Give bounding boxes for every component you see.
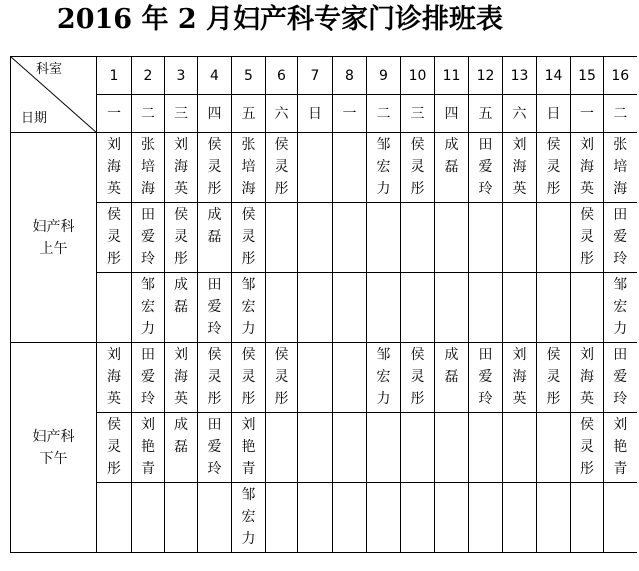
doctor-cell (571, 483, 604, 553)
doctor-cell (435, 343, 469, 413)
doctor-cell (537, 343, 571, 413)
date-cell: 1 (97, 57, 132, 95)
doctor-cell (198, 133, 232, 203)
doctor-cell (97, 133, 132, 203)
doctor-cell (604, 413, 637, 483)
doctor-name: 田爱玲 (141, 207, 155, 267)
date-cell: 10 (401, 57, 435, 95)
session-label (11, 133, 97, 343)
doctor-name: 刘艳青 (141, 417, 155, 477)
doctor-cell (198, 273, 232, 343)
doctor-cell (198, 203, 232, 273)
doctor-name: 田爱玲 (613, 207, 628, 267)
session-label-line: 妇产科 (32, 218, 75, 235)
doctor-cell (232, 483, 266, 553)
doctor-cell (232, 273, 266, 343)
doctor-name: 邹宏力 (376, 137, 391, 197)
session-label-line: 下午 (39, 450, 68, 467)
date-cell: 2 (132, 57, 165, 95)
date-cell: 6 (266, 57, 298, 95)
doctor-cell (97, 483, 132, 553)
doctor-name: 刘海英 (174, 347, 188, 407)
doctor-name: 侯灵彤 (174, 207, 188, 267)
doctor-cell (266, 203, 298, 273)
doctor-name: 侯灵彤 (410, 137, 425, 197)
doctor-name: 田爱玲 (141, 347, 155, 407)
doctor-name: 邹宏力 (613, 277, 628, 337)
doctor-cell (604, 343, 637, 413)
doctor-cell (266, 483, 298, 553)
schedule-row (11, 203, 637, 273)
date-label: 日期 (21, 111, 48, 126)
doctor-cell (401, 273, 435, 343)
doctor-cell (333, 273, 367, 343)
weekday-cell: 三 (401, 95, 435, 133)
doctor-name: 刘海英 (512, 347, 527, 407)
weekday-cell: 五 (469, 95, 503, 133)
doctor-cell (132, 203, 165, 273)
weekday-cell: 二 (604, 95, 637, 133)
doctor-name: 成磊 (174, 277, 188, 315)
doctor-cell (537, 483, 571, 553)
doctor-cell (165, 413, 198, 483)
doctor-cell (367, 273, 401, 343)
doctor-name: 侯灵彤 (274, 137, 289, 197)
doctor-cell (132, 343, 165, 413)
doctor-cell (333, 133, 367, 203)
doctor-cell (165, 483, 198, 553)
doctor-cell (604, 273, 637, 343)
doctor-cell (97, 413, 132, 483)
session-label (11, 343, 97, 553)
doctor-cell (469, 413, 503, 483)
doctor-cell (537, 273, 571, 343)
doctor-cell (367, 483, 401, 553)
doctor-cell (333, 413, 367, 483)
schedule-row (11, 413, 637, 483)
doctor-name: 刘海英 (107, 137, 121, 197)
weekday-cell: 二 (367, 95, 401, 133)
doctor-name: 邹宏力 (241, 277, 256, 337)
date-cell: 9 (367, 57, 401, 95)
doctor-name: 侯灵彤 (241, 347, 256, 407)
doctor-name: 刘海英 (107, 347, 121, 407)
weekday-cell: 四 (435, 95, 469, 133)
doctor-cell (604, 203, 637, 273)
doctor-cell (266, 343, 298, 413)
schedule-row (11, 483, 637, 553)
doctor-cell (132, 133, 165, 203)
doctor-name: 刘海英 (580, 347, 594, 407)
doctor-cell (435, 273, 469, 343)
doctor-cell (537, 203, 571, 273)
doctor-name: 侯灵彤 (546, 137, 561, 197)
doctor-cell (232, 413, 266, 483)
doctor-cell (435, 203, 469, 273)
doctor-cell (232, 203, 266, 273)
doctor-name: 侯灵彤 (107, 207, 121, 267)
doctor-cell (571, 133, 604, 203)
doctor-cell (333, 483, 367, 553)
weekday-cell: 日 (298, 95, 333, 133)
doctor-cell (232, 343, 266, 413)
weekday-cell: 六 (503, 95, 537, 133)
doctor-cell (132, 273, 165, 343)
schedule-row (11, 273, 637, 343)
doctor-cell (401, 343, 435, 413)
doctor-cell (537, 413, 571, 483)
doctor-name: 田爱玲 (613, 347, 628, 407)
doctor-name: 邹宏力 (141, 277, 155, 337)
doctor-cell (298, 203, 333, 273)
doctor-cell (469, 133, 503, 203)
date-cell: 14 (537, 57, 571, 95)
doctor-cell (367, 343, 401, 413)
doctor-name: 侯灵彤 (207, 137, 222, 197)
weekday-cell: 三 (165, 95, 198, 133)
doctor-cell (537, 133, 571, 203)
doctor-name: 邹宏力 (241, 487, 256, 547)
doctor-cell (333, 203, 367, 273)
date-cell: 8 (333, 57, 367, 95)
doctor-name: 刘海英 (512, 137, 527, 197)
doctor-name: 田爱玲 (478, 137, 493, 197)
doctor-cell (97, 273, 132, 343)
doctor-cell (298, 483, 333, 553)
doctor-cell (503, 133, 537, 203)
date-cell: 5 (232, 57, 266, 95)
date-cell: 12 (469, 57, 503, 95)
doctor-name: 邹宏力 (376, 347, 391, 407)
doctor-cell (198, 483, 232, 553)
doctor-cell (469, 273, 503, 343)
schedule-table (10, 56, 637, 553)
doctor-cell (503, 413, 537, 483)
doctor-name: 侯灵彤 (580, 207, 594, 267)
doctor-name: 刘艳青 (241, 417, 256, 477)
doctor-name: 刘艳青 (613, 417, 628, 477)
weekday-cell: 一 (333, 95, 367, 133)
doctor-cell (367, 203, 401, 273)
doctor-name: 成磊 (174, 417, 188, 455)
doctor-cell (571, 203, 604, 273)
doctor-cell (132, 413, 165, 483)
header-diagonal-cell (11, 57, 97, 133)
doctor-name: 张培海 (141, 137, 155, 197)
doctor-cell (469, 483, 503, 553)
doctor-name: 侯灵彤 (207, 347, 222, 407)
weekday-cell: 四 (198, 95, 232, 133)
doctor-name: 侯灵彤 (241, 207, 256, 267)
doctor-cell (503, 343, 537, 413)
doctor-cell (401, 133, 435, 203)
doctor-cell (435, 413, 469, 483)
dept-label: 科室 (35, 62, 62, 77)
doctor-cell (367, 133, 401, 203)
doctor-cell (165, 343, 198, 413)
doctor-name: 成磊 (444, 347, 459, 385)
doctor-name: 侯灵彤 (107, 417, 121, 477)
doctor-cell (198, 343, 232, 413)
page-title: 2016 年 2 月妇产科专家门诊排班表 (56, 4, 504, 35)
date-cell: 11 (435, 57, 469, 95)
doctor-name: 田爱玲 (478, 347, 493, 407)
doctor-cell (401, 483, 435, 553)
weekday-cell: 二 (132, 95, 165, 133)
doctor-cell (469, 203, 503, 273)
doctor-name: 田爱玲 (207, 277, 222, 337)
doctor-cell (604, 133, 637, 203)
doctor-cell (198, 413, 232, 483)
doctor-name: 张培海 (613, 137, 628, 197)
session-label-line: 上午 (39, 240, 68, 257)
doctor-cell (401, 413, 435, 483)
doctor-cell (298, 273, 333, 343)
doctor-cell (503, 273, 537, 343)
doctor-cell (298, 133, 333, 203)
doctor-name: 刘海英 (174, 137, 188, 197)
weekday-cell: 一 (571, 95, 604, 133)
doctor-cell (266, 413, 298, 483)
schedule-row (11, 133, 637, 203)
doctor-name: 张培海 (241, 137, 256, 197)
doctor-cell (435, 483, 469, 553)
date-cell: 4 (198, 57, 232, 95)
doctor-cell (401, 203, 435, 273)
doctor-cell (367, 413, 401, 483)
doctor-cell (435, 133, 469, 203)
doctor-cell (571, 413, 604, 483)
date-cell: 13 (503, 57, 537, 95)
date-cell: 7 (298, 57, 333, 95)
weekday-cell: 日 (537, 95, 571, 133)
weekday-cell: 一 (97, 95, 132, 133)
weekday-cell: 六 (266, 95, 298, 133)
date-cell: 3 (165, 57, 198, 95)
doctor-name: 侯灵彤 (410, 347, 425, 407)
doctor-cell (165, 273, 198, 343)
date-cell: 16 (604, 57, 637, 95)
doctor-cell (298, 343, 333, 413)
doctor-cell (97, 343, 132, 413)
doctor-cell (266, 133, 298, 203)
session-label-line: 妇产科 (32, 428, 75, 445)
doctor-cell (266, 273, 298, 343)
doctor-name: 侯灵彤 (580, 417, 594, 477)
doctor-cell (333, 343, 367, 413)
header-weekday-row (11, 95, 637, 133)
doctor-cell (165, 133, 198, 203)
doctor-name: 田爱玲 (207, 417, 222, 477)
doctor-cell (604, 483, 637, 553)
doctor-cell (232, 133, 266, 203)
doctor-name: 成磊 (207, 207, 222, 245)
doctor-cell (298, 413, 333, 483)
doctor-name: 成磊 (444, 137, 459, 175)
schedule-row (11, 343, 637, 413)
date-cell: 15 (571, 57, 604, 95)
doctor-cell (97, 203, 132, 273)
weekday-cell: 五 (232, 95, 266, 133)
doctor-cell (132, 483, 165, 553)
doctor-cell (503, 483, 537, 553)
doctor-cell (503, 203, 537, 273)
doctor-cell (165, 203, 198, 273)
doctor-name: 刘海英 (580, 137, 594, 197)
doctor-name: 侯灵彤 (274, 347, 289, 407)
doctor-cell (571, 273, 604, 343)
doctor-cell (469, 343, 503, 413)
doctor-cell (571, 343, 604, 413)
doctor-name: 侯灵彤 (546, 347, 561, 407)
header-date-row (11, 57, 637, 95)
